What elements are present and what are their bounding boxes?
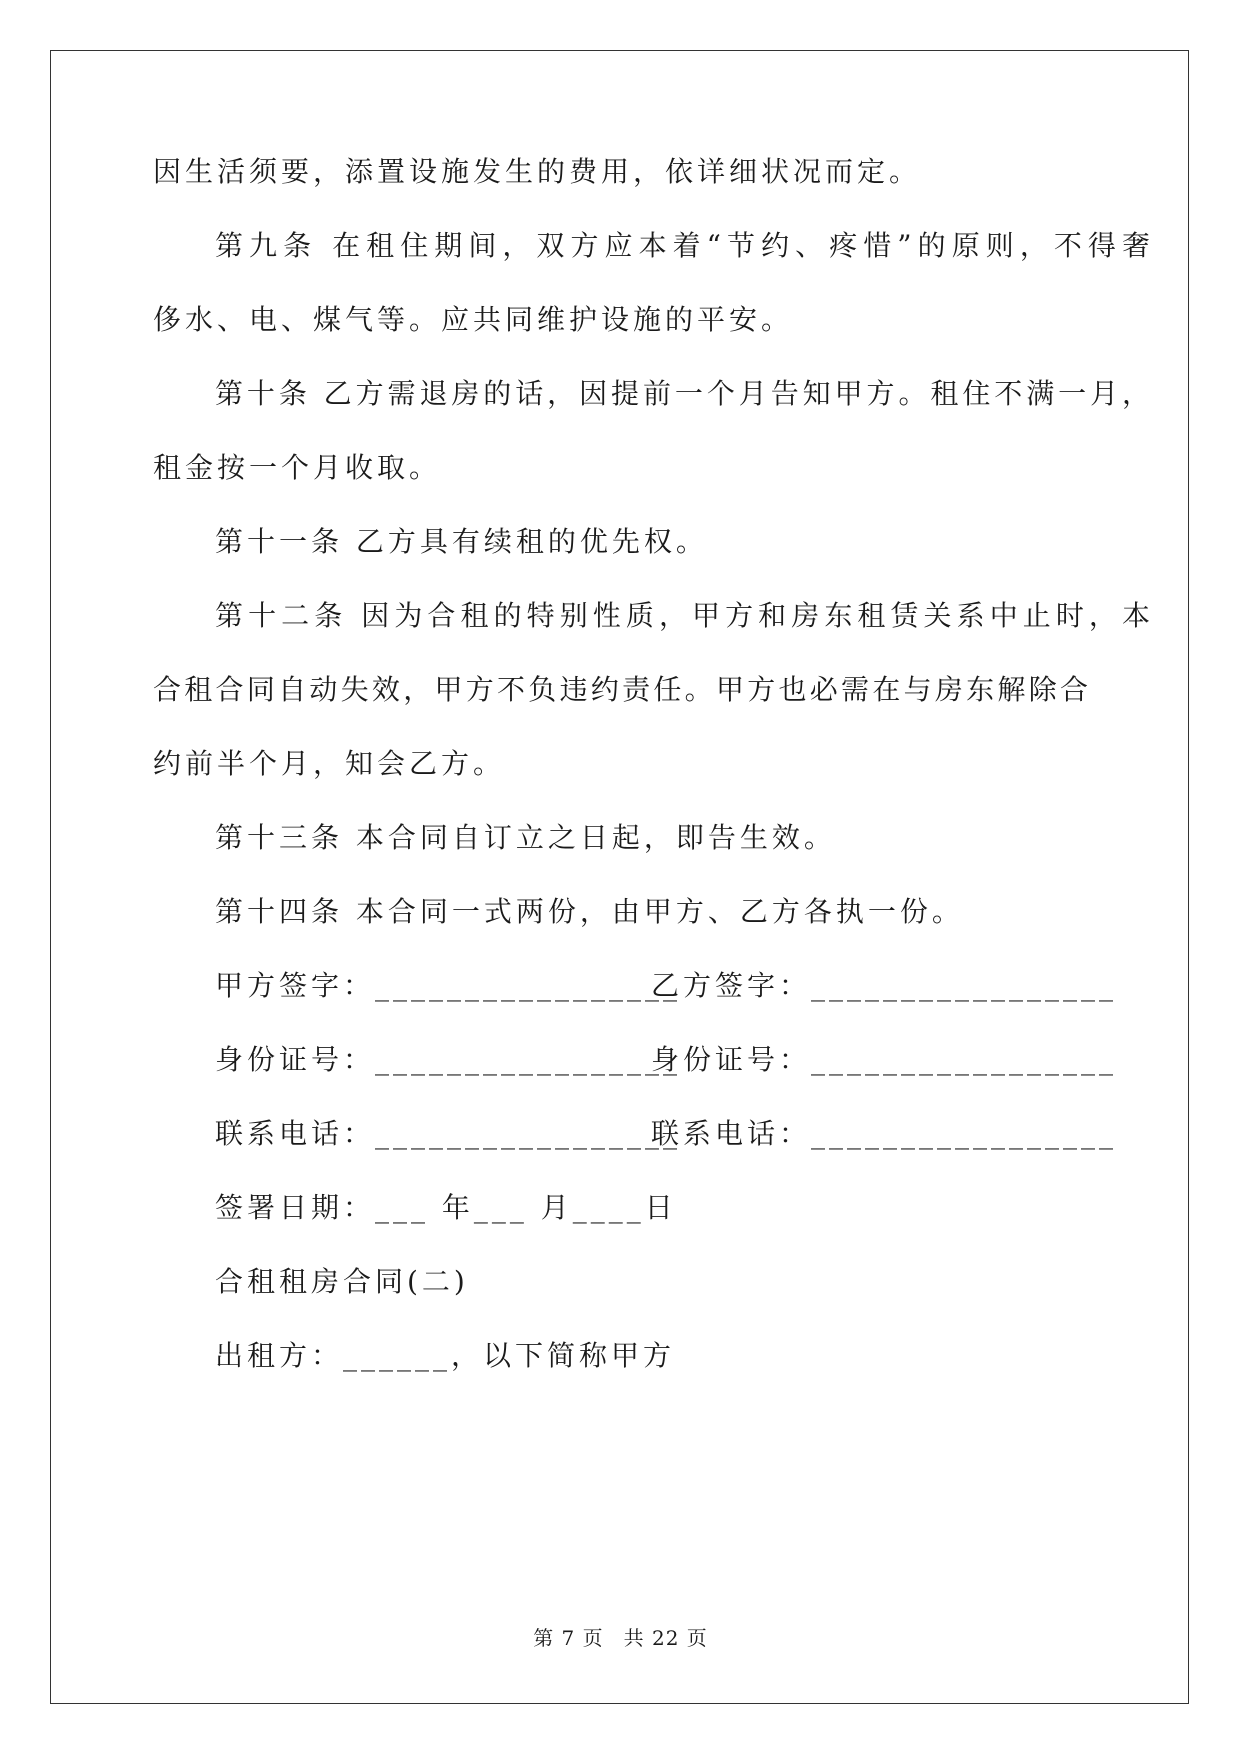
party-a-phone-field: 联系电话：_________________ (215, 1117, 682, 1150)
article-12-line-1: 第十二条 因为合租的特别性质，甲方和房东租赁关系中止时，本 (215, 599, 1150, 632)
paragraph-line: 因生活须要，添置设施发生的费用，依详细状况而定。 (153, 155, 922, 188)
page-number-total: 共 22 页 (623, 1626, 708, 1650)
lessor-field: 出租方：______，以下简称甲方 (215, 1339, 676, 1372)
party-b-phone-field: 联系电话：_________________ (651, 1117, 1118, 1150)
party-b-signature-field: 乙方签字：_________________ (651, 969, 1118, 1002)
article-9-line-2: 侈水、电、煤气等。应共同维护设施的平安。 (153, 303, 794, 336)
article-10-line-1: 第十条 乙方需退房的话，因提前一个月告知甲方。租住不满一月， (215, 377, 1150, 410)
section-title: 合租租房合同(二) (215, 1265, 469, 1298)
article-11: 第十一条 乙方具有续租的优先权。 (215, 525, 708, 558)
party-a-signature-field: 甲方签字：_________________ (215, 969, 682, 1002)
article-14: 第十四条 本合同一式两份，由甲方、乙方各执一份。 (215, 895, 964, 928)
article-12-line-2: 合租合同自动失效，甲方不负违约责任。甲方也必需在与房东解除合 (153, 673, 1088, 706)
article-9-line-1: 第九条 在租住期间，双方应本着“节约、疼惜”的原则，不得奢 (215, 229, 1150, 262)
page-number-current: 第 7 页 (533, 1626, 604, 1650)
article-12-line-3: 约前半个月，知会乙方。 (153, 747, 506, 780)
article-10-line-2: 租金按一个月收取。 (153, 451, 442, 484)
signing-date-field: 签署日期：___ 年___ 月____日 (215, 1191, 677, 1224)
party-b-id-field: 身份证号：_________________ (651, 1043, 1118, 1076)
page-footer (0, 1624, 1241, 1652)
article-13: 第十三条 本合同自订立之日起，即告生效。 (215, 821, 836, 854)
page-border (50, 50, 1189, 1704)
party-a-id-field: 身份证号：_________________ (215, 1043, 682, 1076)
